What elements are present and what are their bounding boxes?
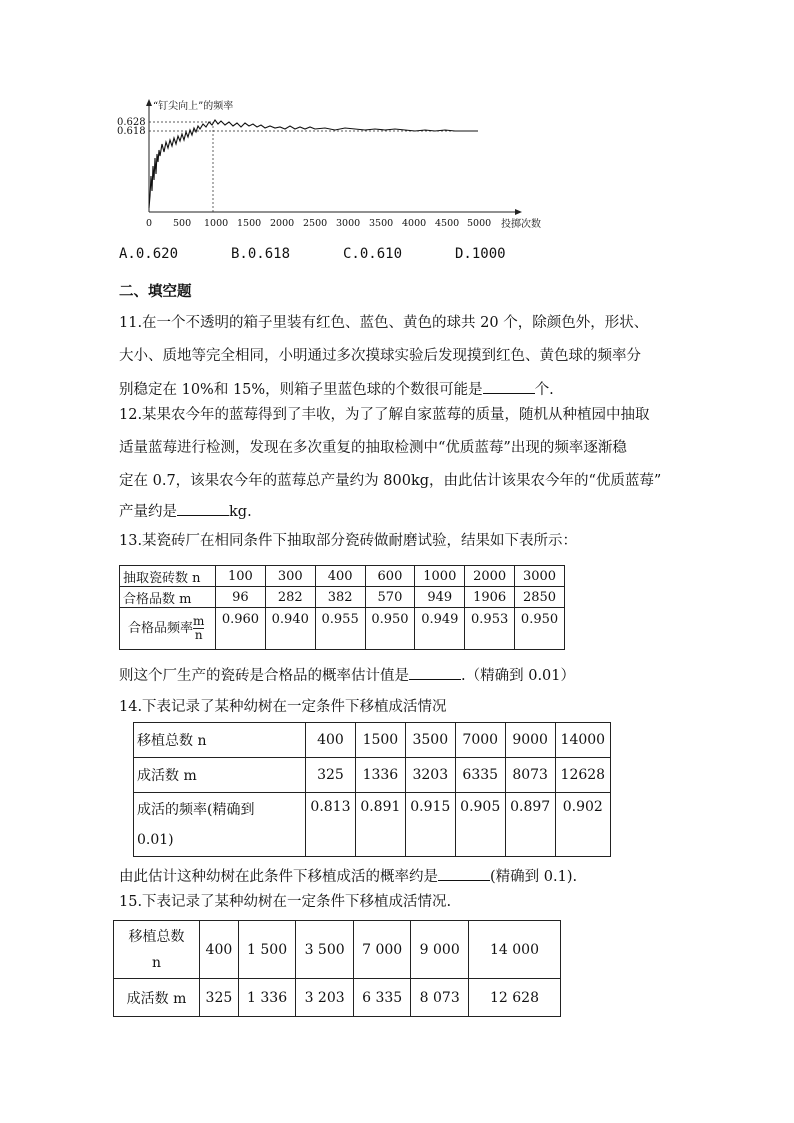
table-header-cell: 成活数 m xyxy=(134,758,306,793)
x-tick: 4500 xyxy=(435,218,460,229)
table-row xyxy=(114,979,561,1017)
table-cell: 0.902 xyxy=(555,793,610,857)
table-cell: 0.897 xyxy=(505,793,555,857)
table-cell: 400 xyxy=(315,566,365,587)
x-tick: 500 xyxy=(173,218,192,229)
table-cell: 100 xyxy=(216,566,266,587)
table-cell: 1336 xyxy=(355,758,405,793)
x-tick: 4000 xyxy=(402,218,427,229)
table-cell: 382 xyxy=(315,587,365,608)
table-header-cell: 成活数 m xyxy=(114,979,200,1017)
table-cell: 0.940 xyxy=(265,608,315,650)
x-axis-arrow xyxy=(515,209,522,215)
table-cell: 325 xyxy=(306,758,356,793)
table-row xyxy=(134,758,611,793)
q13-after xyxy=(119,665,575,686)
table-cell: 1906 xyxy=(465,587,515,608)
table-cell: 0.953 xyxy=(465,608,515,650)
x-tick: 2000 xyxy=(270,218,295,229)
q13-text: 则这个厂生产的瓷砖是合格品的概率估计值是 xyxy=(119,668,409,684)
q12-unit: kg. xyxy=(229,504,252,520)
table-row xyxy=(134,723,611,758)
table-cell: 400 xyxy=(200,921,239,979)
table-cell: 12628 xyxy=(555,758,610,793)
frequency-label: 合格品频率 xyxy=(128,621,194,636)
q14-after xyxy=(119,866,577,887)
table-cell: 2000 xyxy=(465,566,515,587)
table-cell: 570 xyxy=(365,587,415,608)
q12-line-2: 适量蓝莓进行检测，发现在多次重复的抽取检测中“优质蓝莓”出现的频率逐渐稳 xyxy=(119,440,627,456)
table-cell: 14000 xyxy=(555,723,610,758)
table-header-cell xyxy=(134,793,306,857)
table-header-cell xyxy=(120,608,216,650)
table-cell: 14 000 xyxy=(469,921,561,979)
table-cell: 7000 xyxy=(455,723,505,758)
table-cell: 8073 xyxy=(505,758,555,793)
option-b: B.0.618 xyxy=(231,246,291,262)
q11-answer-blank[interactable] xyxy=(483,379,535,394)
q12-answer-blank[interactable] xyxy=(177,501,229,516)
q11-line-2: 大小、质地等完全相同，小明通过多次摸球实验后发现摸到红色、黄色球的频率分 xyxy=(119,348,641,364)
table-cell: 3203 xyxy=(405,758,455,793)
frequency-chart xyxy=(115,96,555,234)
table-cell: 0.960 xyxy=(216,608,266,650)
table-cell: 282 xyxy=(265,587,315,608)
table-cell: 2850 xyxy=(515,587,565,608)
table-cell: 3000 xyxy=(515,566,565,587)
x-tick: 3000 xyxy=(336,218,361,229)
table-cell: 0.915 xyxy=(405,793,455,857)
table-cell: 9000 xyxy=(505,723,555,758)
table-cell: 600 xyxy=(365,566,415,587)
table-cell: 6 335 xyxy=(353,979,411,1017)
table-cell: 3500 xyxy=(405,723,455,758)
q11-line-3 xyxy=(119,379,554,400)
option-c: C.0.610 xyxy=(343,246,403,262)
fraction-m-over-n xyxy=(193,615,204,642)
x-tick: 0 xyxy=(146,218,153,229)
x-tick: 1000 xyxy=(204,218,229,229)
q12-line-4 xyxy=(119,501,252,522)
q13-table xyxy=(119,565,565,650)
q14-text: 由此估计这种幼树在此条件下移植成活的概率约是 xyxy=(119,869,438,885)
table-cell: 0.949 xyxy=(415,608,465,650)
x-tick: 1500 xyxy=(237,218,262,229)
table-row xyxy=(114,921,561,979)
y-tick-0618: 0.618 xyxy=(117,126,146,137)
option-a: A.0.620 xyxy=(119,246,179,262)
label-line-2: 0.01) xyxy=(137,831,174,848)
q15-intro: 15.下表记录了某种幼树在一定条件下移植成活情况. xyxy=(119,894,452,910)
table-cell: 7 000 xyxy=(353,921,411,979)
x-ticks xyxy=(146,218,491,229)
table-cell: 1500 xyxy=(355,723,405,758)
table-cell: 0.950 xyxy=(365,608,415,650)
x-tick: 3500 xyxy=(369,218,394,229)
table-cell: 949 xyxy=(415,587,465,608)
label-line-1: 移植总数 xyxy=(128,928,185,945)
y-axis-label: “钉尖向上”的频率 xyxy=(153,101,234,112)
table-header-cell: 合格品数 m xyxy=(120,587,216,608)
table-cell: 8 073 xyxy=(411,979,469,1017)
table-cell: 325 xyxy=(200,979,239,1017)
q11-line-1: 11.在一个不透明的箱子里装有红色、蓝色、黄色的球共 20 个，除颜色外，形状、 xyxy=(119,315,649,331)
table-cell: 3 203 xyxy=(296,979,354,1017)
x-tick: 2500 xyxy=(303,218,328,229)
q14-table xyxy=(133,722,611,857)
table-cell: 1000 xyxy=(415,566,465,587)
table-cell: 400 xyxy=(306,723,356,758)
q11-unit: 个. xyxy=(534,382,554,398)
table-cell: 0.813 xyxy=(306,793,356,857)
q12-line-1: 12.某果农今年的蓝莓得到了丰收，为了了解自家蓝莓的质量，随机从种植园中抽取 xyxy=(119,407,650,423)
table-cell: 0.955 xyxy=(315,608,365,650)
frequency-series-line xyxy=(149,120,478,208)
table-cell: 1 336 xyxy=(238,979,296,1017)
q14-precision: (精确到 0.1). xyxy=(490,869,578,885)
y-axis-arrow xyxy=(146,99,152,106)
y-tick-0628: 0.628 xyxy=(117,117,146,128)
table-cell: 9 000 xyxy=(411,921,469,979)
q12-line-3: 定在 0.7，该果农今年的蓝莓总产量约为 800kg，由此估计该果农今年的“优质蓝莓” xyxy=(119,473,662,489)
q13-intro: 13.某瓷砖厂在相同条件下抽取部分瓷砖做耐磨试验，结果如下表所示： xyxy=(119,533,578,549)
q14-answer-blank[interactable] xyxy=(438,866,490,881)
table-cell: 6335 xyxy=(455,758,505,793)
option-d: D.1000 xyxy=(455,246,506,262)
fraction-numerator: m xyxy=(193,614,205,628)
q11-text: 别稳定在 10%和 15%，则箱子里蓝色球的个数很可能是 xyxy=(119,382,483,398)
table-cell: 0.950 xyxy=(515,608,565,650)
x-tick: 5000 xyxy=(467,218,492,229)
q13-answer-blank[interactable] xyxy=(409,665,461,680)
table-cell: 1 500 xyxy=(238,921,296,979)
table-cell: 0.905 xyxy=(455,793,505,857)
label-line-2: n xyxy=(151,954,162,971)
table-cell: 12 628 xyxy=(469,979,561,1017)
q13-precision: .（精确到 0.01） xyxy=(461,668,576,684)
q14-intro: 14.下表记录了某种幼树在一定条件下移植成活情况 xyxy=(119,699,447,715)
section-title: 二、填空题 xyxy=(119,284,192,300)
table-cell: 300 xyxy=(265,566,315,587)
table-row xyxy=(120,566,565,587)
q15-table xyxy=(113,920,561,1017)
table-header-cell: 移植总数 n xyxy=(134,723,306,758)
fraction-denominator: n xyxy=(194,628,203,642)
label-line-1: 成活的频率(精确到 xyxy=(137,801,255,818)
x-axis-label: 投掷次数 xyxy=(501,219,541,230)
q12-text: 产量约是 xyxy=(119,504,177,520)
table-cell: 0.891 xyxy=(355,793,405,857)
table-header-cell xyxy=(114,921,200,979)
table-row xyxy=(120,587,565,608)
table-row xyxy=(120,608,565,650)
table-header-cell: 抽取瓷砖数 n xyxy=(120,566,216,587)
table-cell: 96 xyxy=(216,587,266,608)
table-row xyxy=(134,793,611,857)
table-cell: 3 500 xyxy=(296,921,354,979)
